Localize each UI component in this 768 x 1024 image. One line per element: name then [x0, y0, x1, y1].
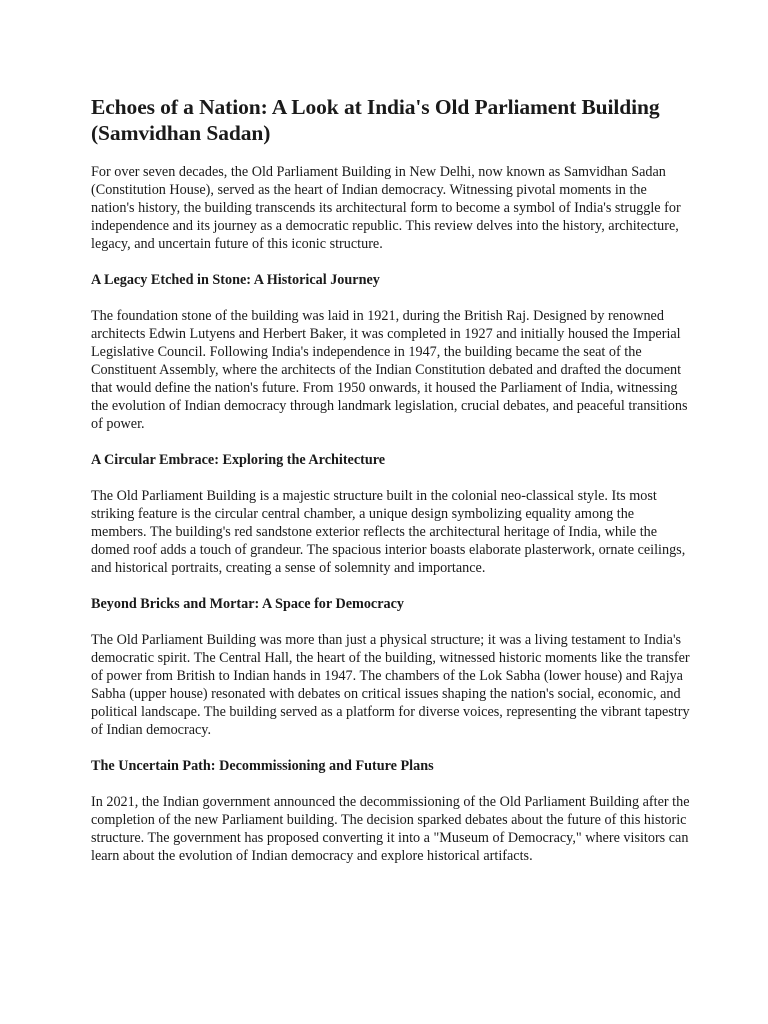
document-title: Echoes of a Nation: A Look at India's Old Parliament Building (Samvidhan Sadan): [91, 95, 660, 145]
section-heading-architecture: A Circular Embrace: Exploring the Architecture: [91, 452, 386, 468]
section-heading-future: The Uncertain Path: Decommissioning and Future Plans: [91, 758, 434, 774]
section-heading-history: A Legacy Etched in Stone: A Historical Journey: [91, 272, 380, 288]
section-body-history: The foundation stone of the building was laid in 1921, during the British Raj. Designed by renowned architects Edwin Lutyens and Herbert Baker, it was completed in 1927 and initially housed the Imperial Legislative Council. Following India's independence in 1947, the building became the seat of the Constituent Assembly, where the architects of the Indian Constitution debated and drafted the document that would define the nation's future. From 1950 onwards, it housed the Parliament of India, witnessing the evolution of Indian democracy through landmark legislation, crucial debates, and peaceful transitions of power.: [91, 308, 688, 432]
intro-paragraph: For over seven decades, the Old Parliament Building in New Delhi, now known as Samvidhan Sadan (Constitution House), served as the heart of Indian democracy. Witnessing pivotal moments in the nation's history, the building transcends its architectural form to become a symbol of India's struggle for independence and its journey as a democratic republic. This review delves into the history, architecture, legacy, and uncertain future of this iconic structure.: [91, 164, 681, 252]
document-page: [91, 94, 691, 883]
section-heading-democracy: Beyond Bricks and Mortar: A Space for Democracy: [91, 596, 405, 612]
section-body-democracy: The Old Parliament Building was more than just a physical structure; it was a living testament to India's democratic spirit. The Central Hall, the heart of the building, witnessed historic moments like the transfer of power from British to Indian hands in 1947. The chambers of the Lok Sabha (lower house) and Rajya Sabha (upper house) resonated with debates on critical issues shaping the nation's social, economic, and political landscape. The building served as a platform for diverse voices, representing the vibrant tapestry of Indian democracy.: [91, 632, 690, 738]
section-body-architecture: The Old Parliament Building is a majestic structure built in the colonial neo-classical style. Its most striking feature is the circular central chamber, a unique design symbolizing equality among the members. The building's red sandstone exterior reflects the architectural heritage of India, while the domed roof adds a touch of grandeur. The spacious interior boasts elaborate plasterwork, ornate ceilings, and historical portraits, creating a sense of solemnity and importance.: [91, 488, 686, 576]
section-body-future: In 2021, the Indian government announced the decommissioning of the Old Parliament Building after the completion of the new Parliament building. The decision sparked debates about the future of this historic structure. The government has proposed converting it into a "Museum of Democracy," where visitors can learn about the evolution of Indian democracy and explore historical artifacts.: [91, 794, 690, 864]
